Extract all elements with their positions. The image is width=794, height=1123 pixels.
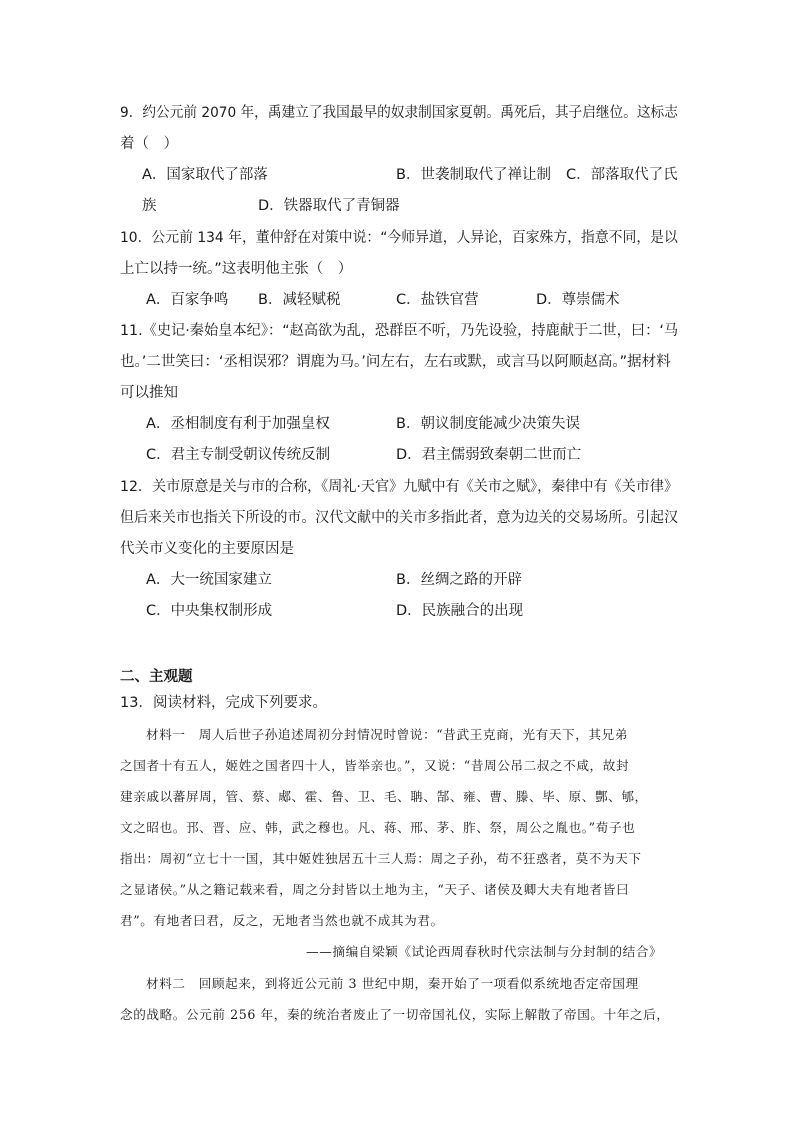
q12-option-b: B．丝绸之路的开辟 [396,572,522,588]
q11-option-d: D．君主儒弱致秦朝二世而亡 [396,447,582,463]
q11-option-c: C．君主专制受朝议传统反制 [146,447,331,463]
q9-option-c: C．部落取代了氏 [566,167,678,183]
material1-line: 指出：周初“立七十一国，其中姬姓独居五十三人焉：周之子孙，苟不狂惑者，莫不为天下 [120,851,642,866]
q10-option-d: D．尊崇儒术 [536,292,620,308]
q11-stem-line2: 也。’二世笑曰：‘丞相误邪？谓鹿为马。’问左右，左右或默，或言马以阿顺赵高。”据材料 [120,354,671,370]
material1-line: 君”。有地者曰君，反之，无地者当然也就不成其为君。 [120,913,444,928]
q10-option-b: B．减轻赋税 [258,292,341,308]
q10-stem-line2: 上亡以持一统。”这表明他主张（ ） [120,261,353,277]
q12-option-a: A．大一统国家建立 [146,572,272,588]
q9-option-b: B．世袭制取代了禅让制 [396,167,551,183]
q10-stem-line1: 10．公元前 134 年，董仲舒在对策中说：“今师异道，人异论，百家殊方，指意不同，是以 [120,230,678,246]
q9-stem-line2: 着（ ） [120,136,178,152]
q11-option-a: A．丞相制度有利于加强皇权 [146,416,330,432]
q11-option-b: B．朝议制度能减少决策失误 [396,416,580,432]
q12-stem-line2: 但后来关市也指关下所设的市。汉代文献中的关市多指此者，意为边关的交易场所。引起汉 [120,510,679,526]
q12-stem-line1: 12．关市原意是关与市的合称，《周礼·天官》九赋中有《关市之赋》，秦律中有《关市律》 [120,479,679,495]
q11-stem-line1: 11.《史记·秦始皇本纪》：“赵高欲为乱，恐群臣不听，乃先设验，持鹿献于二世，曰：‘马 [120,323,679,339]
q12-option-c: C．中央集权制形成 [146,603,273,619]
material1-line: 之显诸侯。”从之籍记载来看，周之分封皆以土地为主，“天子、诸侯及卿大夫有地者皆曰 [120,882,630,897]
q13-intro: 13．阅读材料，完成下列要求。 [120,695,327,711]
q12-option-d: D．民族融合的出现 [396,603,524,619]
q10-option-c: C．盐铁官营 [396,292,479,308]
material1-line: 材料一 周人后世子孙追述周初分封情况时曾说：“昔武王克商，光有天下，其兄弟 [146,727,629,742]
q11-stem-line3: 可以推知 [120,385,178,401]
q9-option-d: D．铁器取代了青铜器 [258,198,400,214]
material1-line: 建亲戚以蕃屏周，管、蔡、郕、霍、鲁、卫、毛、聃、郜、雍、曹、滕、毕、原、酆、郇， [120,789,648,804]
q10-option-a: A．百家争鸣 [146,292,229,308]
q9-stem-line1: 9．约公元前 2070 年，禹建立了我国最早的奴隶制国家夏朝。禹死后，其子启继位。这标志 [120,105,678,121]
material1-line: 文之昭也。邘、晋、应、韩，武之穆也。凡、蒋、邢、茅、胙、祭，周公之胤也。”荀子也 [120,820,636,835]
q9-option-a: A．国家取代了部落 [142,167,268,183]
section2-heading: 二、主观题 [120,669,193,685]
material2-line: 材料二 回顾起来，到将近公元前 3 世纪中期，秦开始了一项看似系统地否定帝国理 [146,976,639,991]
q9-option-c-continued: 族 [142,198,157,214]
q12-stem-line3: 代关市义变化的主要原因是 [120,541,294,557]
material2-line: 念的战略。公元前 256 年，秦的统治者废止了一切帝国礼仪，实际上解散了帝国。十年之后， [120,1007,670,1022]
material1-line: 之国者十有五人，姬姓之国者四十人，皆举亲也。”，又说：“昔周公吊二叔之不咸，故封 [120,758,630,773]
material1-source: ——摘编自梁颖《试论西周春秋时代宗法制与分封制的结合》 [306,944,663,959]
